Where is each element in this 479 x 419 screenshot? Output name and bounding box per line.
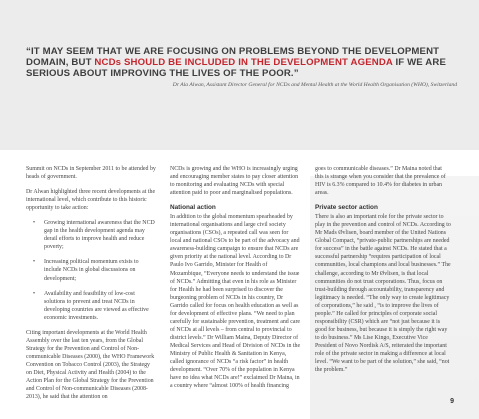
pull-quote-text-start: “IT MAY SEEM THAT WE ARE FOCUSING ON PROBLEMS BEYOND THE DEVELOPMENT DOMAIN, BUT — [26, 46, 440, 69]
paragraph: There is also an important role for the private sector to play in the prevention and control of NCDs. According to Mr Mads Øvlisen, board member of the United Nations Global Compact, “private-public partnerships are needed for success” in the battle against NCDs. He stated that a successful partnership “requires participation of local communities, local champions and local businesses.” The challenge, according to Mr Øvlisen, is that local communities do not trust corporations. Thus, focus on trust-building through accountability, transparency and legitimacy is needed. “The only way to create legitimacy of corporations,” he said , “is to improve the lives of people.” He called for principles of corporate social responsibility (CSR) which are “not just because it is good for business, but because it is simply the right way to do business.” Ms Lise Kingo, Executive Vice President of Novo Nordisk A/S, reiterated the important role of the private sector in making a difference at local level. “We want to be part of the solution,” she said, “not the problem.” — [315, 214, 451, 374]
text-column-3 — [315, 165, 451, 381]
paragraph: goes to communicable diseases.” Dr Maina noted that this is strange when you consider that the prevalence of HIV is 6.3% compared to 10.4% for diabetes in urban areas. — [315, 166, 446, 197]
list-item: • Increasing political momentum exists to include NCDs in global discussions on development; — [44, 258, 157, 282]
paragraph: Citing important developments at the World Health Assembly over the last ten years, from the Global Strategy for the Prevention and Control of Non-communicable Diseases (2000), the WHO Framework Convention on Tobacco Control (2003), the Strategy on Diet, Physical Activity and Health (2004) to the Action Plan for the Global Strategy for the Prevention and Control of Non-communicable Diseases (2008-2013), he said that the attention on — [26, 329, 155, 401]
list-item: • Availability and feasibility of low-cost solutions to prevent and treat NCDs in developing countries are viewed as effective economic investments. — [44, 290, 157, 322]
quote-attribution: Dr Ala Alwan, Assistant Director General for NCDs and Mental Health at the World Health Organisation (WHO), Switzerland — [172, 82, 457, 88]
pull-quote — [26, 46, 458, 80]
paragraph: Summit on NCDs in September 2011 to be attended by heads of government. — [26, 166, 156, 181]
paragraph: In addition to the global momentum spearheaded by international organisations and large civil society organisations (CSOs), a repeated call was seen for local and national CSOs to be part of the advocacy and awareness-building campaign to ensure that NCDs are given priority at the national level. According to Dr Paulo Ivo Garrido, Minister for Health of Mozambique, “Everyone needs to understand the issue of NCDs.” Admitting that even in his role as Minister for Health he had been surprised to discover the burgeoning problem of NCDs in his country, Dr Garrido called for focus on health education as well as for development of effective plans. “We need to plan carefully for sustainable prevention, treatment and care of NCDs at all levels – from central to provincial to district levels.” Dr William Maina, Deputy Director of Medical Services and Head of Division of NCDs in the Ministry of Public Health & Sanitation in Kenya, called ignorance of NCDs “a risk factor” in health development. “Over 70% of the population in Kenya have no idea what NCDs are!” exclaimed Dr Maina, in a country where “almost 100% of health financing — [170, 214, 301, 390]
pull-quote-text-end: IF WE ARE SERIOUS ABOUT IMPROVING THE LIVES OF THE POOR.” — [26, 57, 447, 80]
bullet-list — [26, 219, 157, 322]
page-number: 9 — [450, 398, 454, 405]
section-heading: National action — [170, 204, 216, 212]
paragraph: Dr Alwan highlighted three recent developments at the international level, which contribute to this historic opportunity to take action: — [26, 189, 156, 212]
section-heading: Private sector action — [315, 204, 378, 212]
list-item: • Growing international awareness that the NCD gap in the health development agenda may derail efforts to improve health and reduce poverty; — [44, 219, 157, 251]
paragraph: NCDs is growing and the WHO is increasingly urging and encouraging member states to pay closer attention to monitoring and evaluating NCDs with special attention paid to poor and marginalised populations. — [170, 166, 299, 197]
text-column-1 — [26, 165, 157, 408]
pull-quote-highlight: NCDs SHOULD BE INCLUDED IN THE DEVELOPMENT AGENDA — [94, 57, 393, 69]
text-column-2 — [170, 165, 301, 397]
